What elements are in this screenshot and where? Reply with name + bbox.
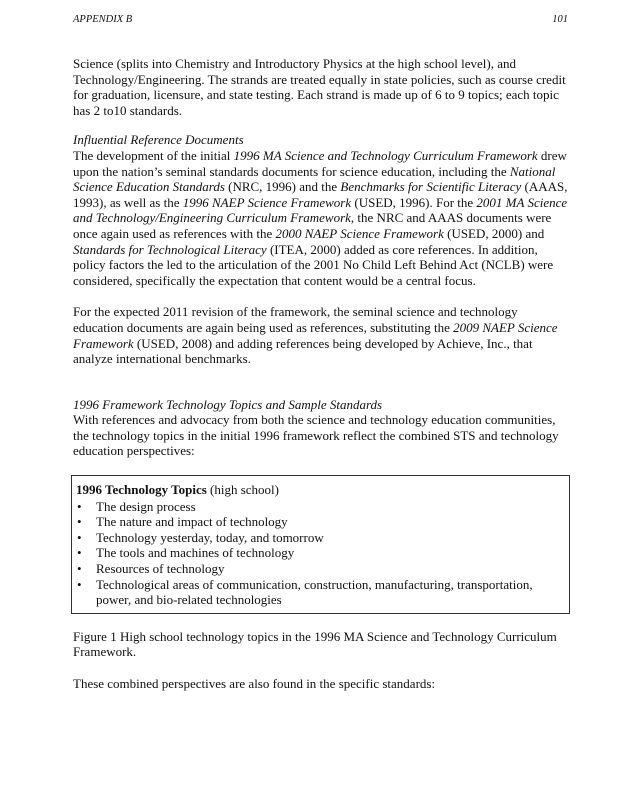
topics-list	[76, 499, 559, 608]
paragraph-development: The development of the initial 1996 MA Science and Technology Curriculum Framework drew upon the nation’s seminal standards documents for science education, including the National Science Education Standards (NRC, 1996) and the Benchmarks for Scientific Literacy (AAAS, 1993), as well as the 1996 NAEP Science Framework (USED, 1996). For the 2001 MA Science and Technology/Engineering Curriculum Framework, the NRC and AAAS documents were once again used as references with the 2000 NAEP Science Framework (USED, 2000) and Standards for Technological Literacy (ITEA, 2000) added as core references. In addition, policy factors the led to the articulation of the 2001 No Child Left Behind Act (NCLB) were considered, specifically the expectation that content would be a central focus.	[73, 147, 568, 288]
list-item: • Resources of technology	[77, 561, 225, 577]
ref-1996-ma-framework: 1996 MA Science and Technology Curriculum Framework	[233, 147, 538, 163]
body-text	[73, 56, 570, 692]
list-item: • Technological areas of communication, construction, manufacturing, transportation, power, and bio-related technologies	[77, 576, 533, 608]
ref-benchmarks: Benchmarks for Scientific Literacy	[340, 179, 522, 195]
ref-2000-naep: 2000 NAEP Science Framework	[275, 225, 444, 241]
ref-stl: Standards for Technological Literacy	[73, 241, 267, 257]
bullet-icon: •	[77, 576, 82, 592]
ref-2001-ma-framework: 2001 MA Science and Technology/Engineering Curriculum Framework	[73, 194, 568, 226]
closing-sentence: These combined perspectives are also found in the specific standards:	[73, 676, 436, 691]
list-item: • The design process	[77, 498, 196, 514]
technology-topics-box	[71, 475, 570, 614]
ref-nses: National Science Education Standards	[73, 163, 556, 195]
ref-2009-naep: 2009 NAEP Science Framework	[73, 319, 558, 351]
list-item: • Technology yesterday, today, and tomorrow	[77, 529, 324, 545]
topics-box-title: 1996 Technology Topics (high school)	[76, 482, 279, 498]
bullet-icon: •	[77, 514, 82, 530]
appendix-label: APPENDIX B	[73, 14, 133, 25]
ref-1996-naep: 1996 NAEP Science Framework	[182, 194, 352, 210]
section-heading-technology-topics: 1996 Framework Technology Topics and Sample Standards	[73, 396, 383, 412]
paragraph-2011-revision: For the expected 2011 revision of the framework, the seminal science and technology education documents are again being used as references, substituting the 2009 NAEP Science Framework (USED, 2008) and adding references being developed by Achieve, Inc., that analyze international benchmarks.	[73, 304, 558, 367]
bullet-icon: •	[77, 545, 82, 561]
list-item: • The tools and machines of technology	[77, 545, 295, 561]
figure-caption: Figure 1 High school technology topics in the 1996 MA Science and Technology Curriculum Framework.	[73, 628, 557, 660]
bullet-icon: •	[77, 529, 82, 545]
running-header	[73, 14, 568, 30]
section-heading-reference-documents: Influential Reference Documents	[73, 132, 244, 148]
bullet-icon: •	[77, 561, 82, 577]
bullet-icon: •	[77, 498, 82, 514]
page-number: 101	[552, 14, 568, 25]
list-item: • The nature and impact of technology	[77, 514, 288, 530]
paragraph-advocacy: With references and advocacy from both the science and technology education communities, the technology topics in the initial 1996 framework reflect the combined STS and technology education perspectives:	[73, 412, 559, 459]
paragraph-strands: Science (splits into Chemistry and Introductory Physics at the high school level), and Technology/Engineering. The strands are treated equally in state policies, such as course credit for graduation, licensure, and state testing. Each strand is made up of 6 to 9 topics; each topic has 2 to10 standards.	[73, 56, 566, 118]
